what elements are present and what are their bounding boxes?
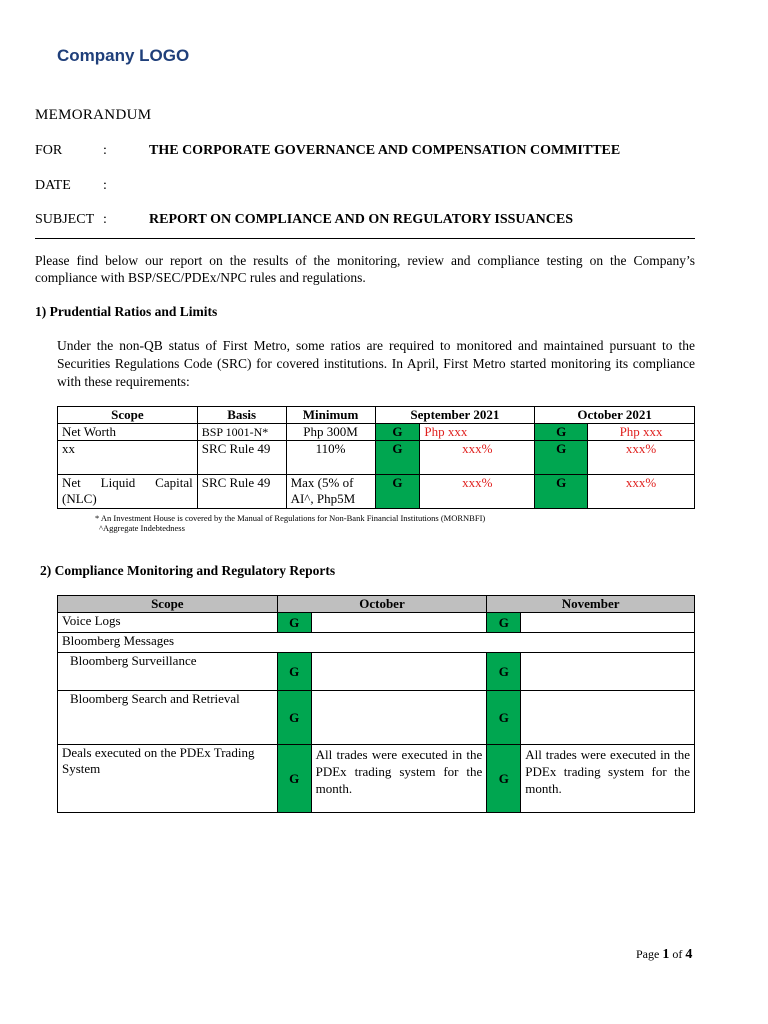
- table-row: [58, 424, 695, 441]
- subject-colon: :: [103, 212, 107, 227]
- header-divider: [35, 238, 695, 239]
- table-row: [58, 653, 695, 691]
- header-minimum: Minimum: [286, 407, 375, 424]
- compliance-monitoring-table: [57, 595, 695, 813]
- date-label: DATE: [35, 178, 71, 193]
- note-cell: [521, 613, 695, 633]
- status-badge: G: [277, 613, 311, 633]
- for-value: THE CORPORATE GOVERNANCE AND COMPENSATION COMMITTEE: [149, 143, 621, 158]
- of-label: of: [672, 947, 683, 961]
- subject-label: SUBJECT: [35, 212, 95, 227]
- table-header-row: [58, 596, 695, 613]
- note-cell: All trades were executed in the PDEx trading system for the month.: [521, 745, 695, 813]
- value-cell: xxx%: [420, 441, 535, 475]
- table-row: [58, 441, 695, 475]
- page-label: Page: [636, 947, 660, 961]
- section-1-paragraph: Under the non-QB status of First Metro, some ratios are required to monitored and maintained pursuant to the Securities Regulations Code (SRC) for covered institutions. In April, First Metro started monitoring its compliance with these requirements:: [57, 338, 695, 389]
- header-basis: Basis: [197, 407, 286, 424]
- date-colon: :: [103, 178, 107, 193]
- header-scope: Scope: [58, 596, 278, 613]
- scope-cell: Bloomberg Messages: [58, 633, 695, 653]
- scope-cell: Bloomberg Surveillance: [58, 653, 278, 691]
- basis-cell: SRC Rule 49: [197, 441, 286, 475]
- minimum-cell: 110%: [286, 441, 375, 475]
- note-cell: [521, 653, 695, 691]
- table-row: [58, 633, 695, 653]
- note-cell: [311, 691, 487, 745]
- footnote-aggregate: ^Aggregate Indebtedness: [99, 523, 185, 533]
- value-cell: xxx%: [420, 475, 535, 509]
- status-badge: G: [487, 691, 521, 745]
- scope-cell: Voice Logs: [58, 613, 278, 633]
- status-badge: G: [487, 745, 521, 813]
- table-header-row: [58, 407, 695, 424]
- intro-paragraph: Please find below our report on the results of the monitoring, review and compliance testing on the Company’s compliance with BSP/SEC/PDEx/NPC rules and regulations.: [35, 253, 695, 285]
- page-total: 4: [685, 947, 693, 962]
- table-row: [58, 691, 695, 745]
- note-cell: [521, 691, 695, 745]
- footnote-mornbfi: * An Investment House is covered by the Manual of Regulations for Non-Bank Financial Institutions (MORNBFI): [95, 513, 486, 523]
- minimum-cell: Max (5% of AI^, Php5M: [286, 475, 375, 509]
- subject-value: REPORT ON COMPLIANCE AND ON REGULATORY ISSUANCES: [149, 212, 573, 227]
- note-cell: [311, 613, 487, 633]
- basis-cell: BSP 1001-N*: [197, 424, 286, 441]
- note-cell: [311, 653, 487, 691]
- for-colon: :: [103, 143, 107, 158]
- table-row: [58, 745, 695, 813]
- table-row: [58, 475, 695, 509]
- header-september: September 2021: [375, 407, 535, 424]
- status-badge: G: [277, 745, 311, 813]
- scope-cell: Bloomberg Search and Retrieval: [58, 691, 278, 745]
- status-badge: G: [375, 424, 420, 441]
- status-badge: G: [375, 475, 420, 509]
- header-october: October: [277, 596, 487, 613]
- value-cell: xxx%: [588, 475, 695, 509]
- page-number: 1: [662, 947, 670, 962]
- scope-cell: Net Worth: [58, 424, 198, 441]
- table-row: [58, 613, 695, 633]
- value-cell: Php xxx: [588, 424, 695, 441]
- scope-cell: Deals executed on the PDEx Trading System: [58, 745, 278, 813]
- table-footnotes: [95, 513, 485, 533]
- header-november: November: [487, 596, 695, 613]
- status-badge: G: [487, 613, 521, 633]
- status-badge: G: [375, 441, 420, 475]
- minimum-cell: Php 300M: [286, 424, 375, 441]
- status-badge: G: [535, 424, 588, 441]
- memo-title: MEMORANDUM: [35, 107, 152, 123]
- status-badge: G: [487, 653, 521, 691]
- value-cell: xxx%: [588, 441, 695, 475]
- header-october: October 2021: [535, 407, 695, 424]
- scope-cell: xx: [58, 441, 198, 475]
- status-badge: G: [535, 441, 588, 475]
- status-badge: G: [277, 691, 311, 745]
- company-logo: Company LOGO: [57, 46, 190, 65]
- note-cell: All trades were executed in the PDEx trading system for the month.: [311, 745, 487, 813]
- for-label: FOR: [35, 143, 63, 158]
- status-badge: G: [535, 475, 588, 509]
- section-2-heading: 2) Compliance Monitoring and Regulatory Reports: [40, 563, 336, 578]
- value-cell: Php xxx: [420, 424, 535, 441]
- header-scope: Scope: [58, 407, 198, 424]
- basis-cell: SRC Rule 49: [197, 475, 286, 509]
- scope-cell: Net Liquid Capital (NLC): [58, 475, 198, 509]
- status-badge: G: [277, 653, 311, 691]
- page-footer: [636, 947, 692, 963]
- prudential-ratios-table: [57, 406, 695, 509]
- section-1-heading: 1) Prudential Ratios and Limits: [35, 304, 218, 319]
